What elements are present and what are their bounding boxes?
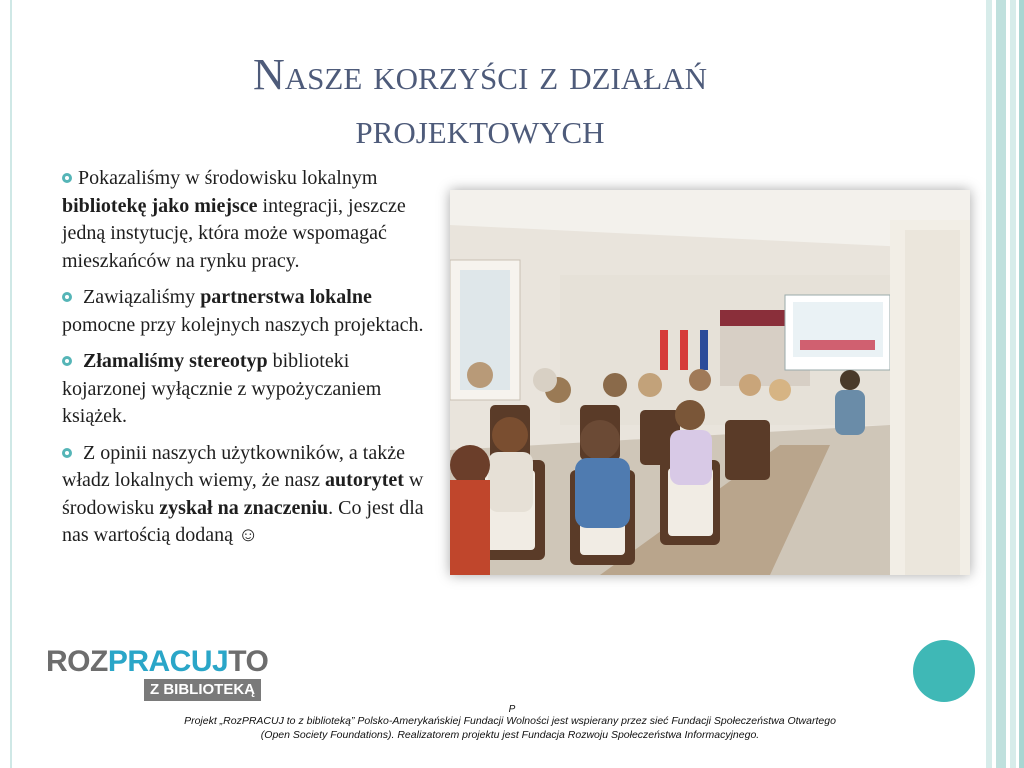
title-line-2: projektowych: [355, 104, 605, 153]
bullet-bold-text: zyskał na znaczeniu: [159, 496, 329, 519]
bullet-text: biblioteki kojarzonej wyłącznie z wypożyczaniem książek.: [62, 350, 382, 427]
bullet-item: [62, 284, 437, 339]
logo-part-pracuj: PRACUJ: [107, 645, 229, 678]
bullet-text: . Co jest dla nas wartością dodaną ☺: [62, 496, 424, 546]
logo-subtitle: Z BIBLIOTEKĄ: [144, 679, 261, 701]
bullet-bold-text: partnerstwa lokalne: [200, 286, 372, 308]
bullet-item: [62, 165, 437, 275]
event-photo-illustration: [450, 190, 970, 575]
footer-note: [100, 714, 920, 742]
bullet-list: [62, 165, 437, 559]
bullet-bold-text: bibliotekę jako miejsce: [62, 194, 258, 217]
bullet-item: [62, 348, 437, 431]
bullet-text: Pokazaliśmy w środowisku lokalnym: [78, 167, 378, 189]
footer-letter: P: [508, 704, 516, 715]
bullet-text: pomocne przy kolejnych naszych projektach.: [62, 313, 424, 336]
footer-line-1: Projekt „RozPRACUJ to z biblioteką” Polsko-Amerykańskiej Fundacji Wolności jest wspierany przez sieć Fundacji Społeczeństwa Otwartego: [184, 715, 836, 727]
logo-part-roz: ROZ: [46, 645, 108, 678]
bullet-text: w środowisku: [62, 469, 424, 519]
bullet-text: Z opinii naszych użytkowników, a także władz lokalnych wiemy, że nasz: [62, 441, 405, 491]
bullet-text: Zawiązaliśmy: [78, 286, 201, 308]
bullet-circle-icon: [62, 356, 72, 366]
bullet-text: integracji, jeszcze jedną instytucję, która może wspomagać mieszkańców na rynku pracy.: [62, 194, 406, 272]
footer-line-2: (Open Society Foundations). Realizatorem projektu jest Fundacja Rozwoju Społeczeństwa Informacyjnego.: [260, 729, 760, 741]
bullet-circle-icon: [62, 173, 72, 183]
left-border: [0, 0, 12, 768]
bullet-circle-icon: [62, 448, 72, 458]
accent-circle: [913, 640, 975, 702]
bullet-circle-icon: [62, 292, 72, 302]
event-photo: [450, 190, 970, 575]
rozpracujto-logo: [46, 645, 269, 705]
logo-wordmark: [46, 645, 268, 679]
slide-title: [120, 48, 840, 156]
bullet-item: [62, 440, 437, 550]
bullet-bold-text: Złamaliśmy stereotyp: [78, 350, 268, 372]
bullet-bold-text: autorytet: [325, 469, 404, 491]
title-line-1: Nasze korzyści z działań: [253, 50, 707, 99]
logo-part-to: TO: [228, 645, 269, 678]
right-border-stripes: [986, 0, 1024, 768]
